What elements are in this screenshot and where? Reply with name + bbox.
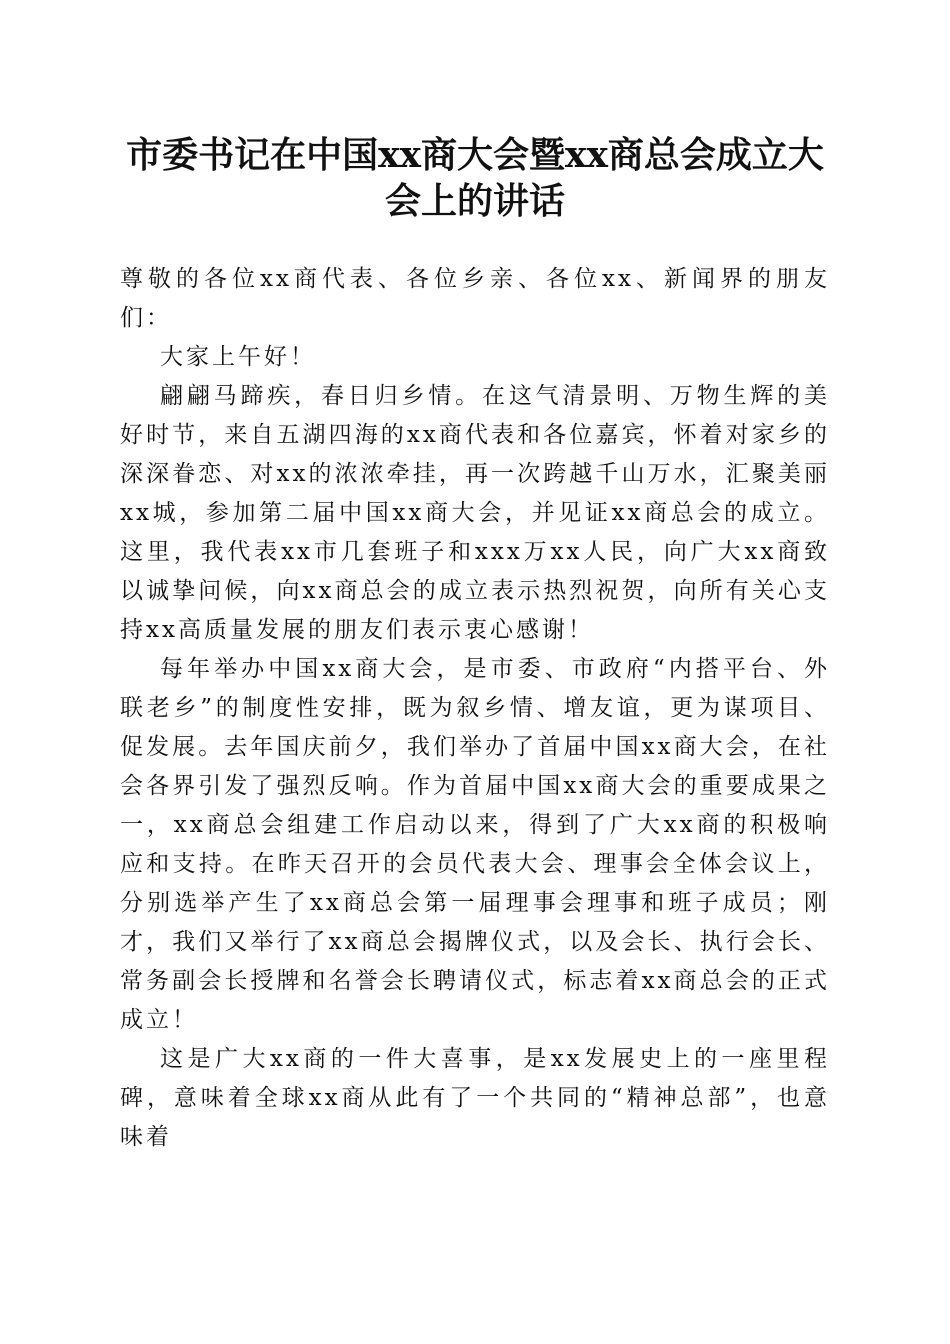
- paragraph-1: 翩翩马蹄疾，春日归乡情。在这气清景明、万物生辉的美好时节，来自五湖四海的xx商代表和各位嘉宾，怀着对家乡的深深眷恋、对xx的浓浓牵挂，再一次跨越千山万水，汇聚美丽xx城，参加第二届中国xx商大会，并见证xx商总会的成立。这里，我代表xx市几套班子和xxx万xx人民，向广大xx商致以诚挚问候，向xx商总会的成立表示热烈祝贺，向所有关心支持xx高质量发展的朋友们表示衷心感谢！: [120, 383, 830, 643]
- paragraph-3: 这是广大xx商的一件大喜事，是xx发展史上的一座里程碑，意味着全球xx商从此有了一个共同的“精神总部”，也意味着: [120, 1046, 830, 1150]
- paragraph-greeting: 大家上午好！: [160, 344, 316, 370]
- document-body: [120, 260, 830, 1157]
- paragraph-2: 每年举办中国xx商大会，是市委、市政府“内搭平台、外联老乡”的制度性安排，既为叙乡情、增友谊，更为谋项目、促发展。去年国庆前夕，我们举办了首届中国xx商大会，在社会各界引发了强烈反响。作为首届中国xx商大会的重要成果之一，xx商总会组建工作启动以来，得到了广大xx商的积极响应和支持。在昨天召开的会员代表大会、理事会全体会议上，分别选举产生了xx商总会第一届理事会理事和班子成员；刚才，我们又举行了xx商总会揭牌仪式，以及会长、执行会长、常务副会长授牌和名誉会长聘请仪式，标志着xx商总会的正式成立！: [120, 656, 830, 1033]
- document-title: 市委书记在中国xx商大会暨xx商总会成立大会上的讲话: [126, 134, 824, 222]
- salutation: 尊敬的各位xx商代表、各位乡亲、各位xx、新闻界的朋友们：: [120, 266, 830, 331]
